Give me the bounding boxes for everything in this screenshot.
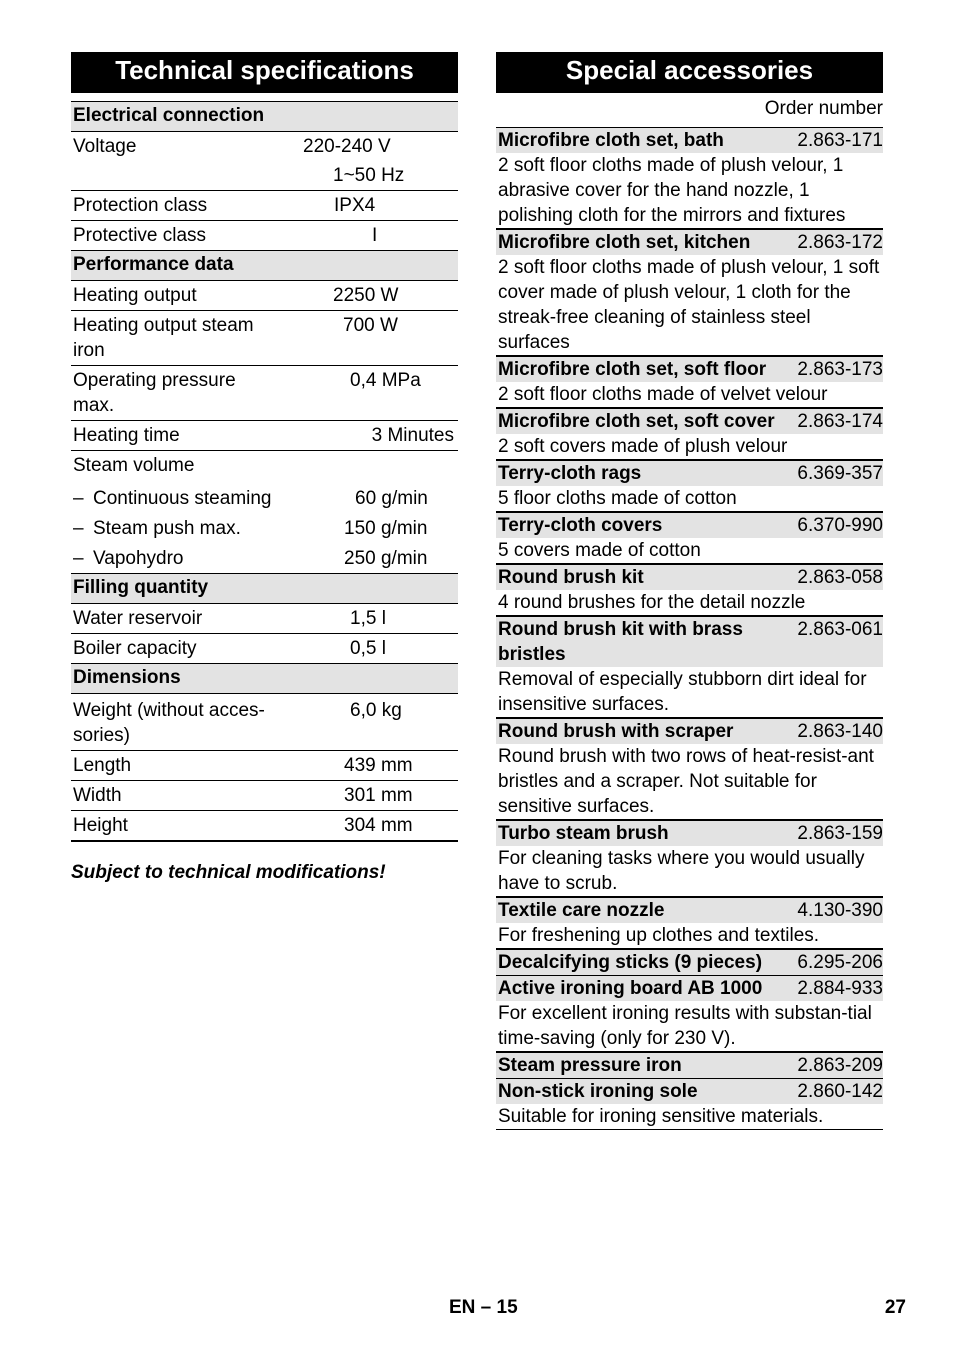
order-number-header: Order number [764, 98, 883, 119]
list-item [496, 820, 883, 897]
table-row [71, 811, 458, 842]
dash: – [73, 518, 84, 539]
order-number: 2.860-142 [797, 1081, 883, 1102]
vapohydro-value: 250 g/min [344, 548, 428, 569]
accessory-description: 4 round brushes for the detail nozzle [498, 592, 806, 613]
special-accessories-title: Special accessories [496, 52, 883, 93]
list-item [496, 356, 883, 408]
list-item [496, 975, 883, 1052]
steam-push-value: 150 g/min [344, 518, 428, 539]
accessory-description: 2 soft floor cloths made of plush velour, 1 soft cover made of plush velour, 1 cloth for the streak-free cleaning of stainless steel surfaces [498, 257, 880, 353]
voltage-label: Voltage [73, 136, 137, 157]
accessory-name: Microfibre cloth set, bath [498, 130, 724, 151]
accessory-header [496, 460, 883, 486]
table-row [71, 751, 458, 781]
accessory-name: Microfibre cloth set, soft floor [498, 359, 767, 380]
width-value: 301 mm [344, 785, 413, 806]
length-value: 439 mm [344, 755, 413, 776]
table-row [71, 281, 458, 311]
accessory-header [496, 949, 883, 975]
order-number: 6.370-990 [797, 515, 883, 536]
height-value: 304 mm [344, 815, 413, 836]
table-row [71, 513, 458, 543]
accessory-description: Removal of especially stubborn dirt ideal for insensitive surfaces. [498, 669, 867, 715]
table-row [71, 161, 458, 191]
boiler-capacity-value: 0,5 l [350, 638, 386, 659]
steam-push-label: Steam push max. [93, 518, 241, 539]
technical-specifications-column [71, 52, 458, 884]
table-row [71, 132, 458, 161]
accessory-name: Round brush with scraper [498, 721, 734, 742]
accessory-description: 2 soft floor cloths made of velvet velour [498, 384, 828, 405]
accessory-description: 5 floor cloths made of cotton [498, 488, 737, 509]
boiler-capacity-label: Boiler capacity [73, 638, 197, 659]
list-item [496, 718, 883, 820]
continuous-steaming-value: 60 g/min [355, 488, 428, 509]
list-item [496, 408, 883, 460]
heating-time-label: Heating time [73, 425, 180, 446]
length-label: Length [73, 755, 132, 776]
accessory-name: Steam pressure iron [498, 1055, 682, 1076]
voltage-value: 220-240 V [303, 136, 391, 157]
accessory-header [496, 512, 883, 538]
height-label: Height [73, 815, 128, 836]
steam-volume-label: Steam volume [73, 455, 195, 476]
accessory-name: Terry-cloth covers [498, 515, 663, 536]
accessory-description: For excellent ironing results with substan-tial time-saving (only for 230 V). [498, 1003, 872, 1049]
section-electrical-connection: Electrical connection [71, 102, 458, 132]
technical-modifications-note: Subject to technical modifications! [71, 862, 386, 883]
order-number: 2.863-159 [797, 823, 883, 844]
accessory-header [496, 975, 883, 1001]
heating-output-label: Heating output [73, 285, 197, 306]
accessory-description: 2 soft floor cloths made of plush velour, 1 abrasive cover for the hand nozzle, 1 polishing cloth for the mirrors and fixtures [498, 155, 846, 226]
accessory-header [496, 408, 883, 434]
order-number: 2.863-173 [797, 359, 883, 380]
accessory-name: Non-stick ironing sole [498, 1081, 698, 1102]
dash: – [73, 488, 84, 509]
accessory-description: 2 soft covers made of plush velour [498, 436, 788, 457]
accessory-header [496, 1052, 883, 1078]
order-number: 2.863-058 [797, 567, 883, 588]
water-reservoir-value: 1,5 l [350, 608, 386, 629]
list-item [496, 564, 883, 616]
width-label: Width [73, 785, 122, 806]
frequency-value: 1~50 Hz [333, 165, 405, 186]
list-item [496, 897, 883, 949]
accessories-list [496, 127, 883, 1130]
special-accessories-column [496, 52, 883, 1130]
table-row [71, 421, 458, 451]
table-row [71, 451, 458, 480]
list-item [496, 229, 883, 356]
accessory-name: Textile care nozzle [498, 900, 665, 921]
operating-pressure-value: 0,4 MPa [350, 370, 421, 391]
heating-time-value: 3 Minutes [371, 425, 454, 446]
accessory-header [496, 564, 883, 590]
order-number: 2.863-061 [797, 619, 883, 640]
operating-pressure-label: Operating pressure max. [73, 370, 236, 416]
accessory-name: Microfibre cloth set, kitchen [498, 232, 751, 253]
section-dimensions: Dimensions [71, 664, 458, 694]
accessory-name: Microfibre cloth set, soft cover [498, 411, 775, 432]
accessory-header [496, 820, 883, 846]
protective-class-value: I [372, 225, 378, 246]
accessory-header [496, 356, 883, 382]
water-reservoir-label: Water reservoir [73, 608, 203, 629]
heating-output-iron-value: 700 W [343, 315, 398, 336]
accessory-name: Decalcifying sticks (9 pieces) [498, 952, 763, 973]
accessory-name: Active ironing board AB 1000 [498, 978, 763, 999]
table-row [71, 191, 458, 221]
list-item [496, 949, 883, 975]
accessory-description: Suitable for ironing sensitive materials. [498, 1106, 824, 1127]
table-row [71, 311, 458, 366]
accessory-header [496, 616, 883, 667]
dash: – [73, 548, 84, 569]
accessory-description: For cleaning tasks where you would usually have to scrub. [498, 848, 865, 894]
order-number: 2.863-140 [797, 721, 883, 742]
weight-label: Weight (without acces-sories) [73, 700, 265, 746]
accessory-description: For freshening up clothes and textiles. [498, 925, 820, 946]
heating-output-value: 2250 W [333, 285, 399, 306]
order-number: 2.863-174 [797, 411, 883, 432]
page-number: 27 [884, 1297, 906, 1318]
accessory-header [496, 127, 883, 153]
table-row [71, 543, 458, 574]
heating-output-iron-label: Heating output steam iron [73, 315, 254, 361]
accessory-header [496, 1078, 883, 1104]
order-number: 6.295-206 [797, 952, 883, 973]
list-item [496, 512, 883, 564]
table-row [71, 604, 458, 634]
weight-value: 6,0 kg [350, 700, 402, 721]
protection-class-label: Protection class [73, 195, 208, 216]
accessory-name: Round brush kit with brass bristles [498, 619, 743, 665]
accessory-name: Terry-cloth rags [498, 463, 642, 484]
order-number: 6.369-357 [797, 463, 883, 484]
table-row [71, 480, 458, 513]
list-item [496, 127, 883, 229]
continuous-steaming-label: Continuous steaming [93, 488, 272, 509]
order-number: 2.863-172 [797, 232, 883, 253]
order-number: 2.863-209 [797, 1055, 883, 1076]
section-performance-data: Performance data [71, 251, 458, 281]
order-number: 4.130-390 [797, 900, 883, 921]
table-row [71, 221, 458, 251]
vapohydro-label: Vapohydro [93, 548, 184, 569]
accessory-header [496, 718, 883, 744]
footer-section-page: EN – 15 [449, 1297, 518, 1318]
order-number: 2.863-171 [797, 130, 883, 151]
technical-specifications-title: Technical specifications [71, 52, 458, 93]
accessory-name: Round brush kit [498, 567, 644, 588]
table-row [71, 694, 458, 751]
accessory-description: 5 covers made of cotton [498, 540, 701, 561]
list-item [496, 460, 883, 512]
list-item [496, 1078, 883, 1130]
accessory-header [496, 229, 883, 255]
list-item [496, 616, 883, 718]
accessory-description: Round brush with two rows of heat-resist-ant bristles and a scraper. Not suitable for sensitive surfaces. [498, 746, 874, 817]
table-row [71, 781, 458, 811]
section-filling-quantity: Filling quantity [71, 574, 458, 604]
accessory-header [496, 897, 883, 923]
specifications-table [71, 101, 458, 842]
protection-class-value: IPX4 [334, 195, 376, 216]
table-row [71, 366, 458, 421]
table-row [71, 634, 458, 664]
protective-class-label: Protective class [73, 225, 207, 246]
list-item [496, 1052, 883, 1078]
accessory-name: Turbo steam brush [498, 823, 669, 844]
order-number: 2.884-933 [797, 978, 883, 999]
